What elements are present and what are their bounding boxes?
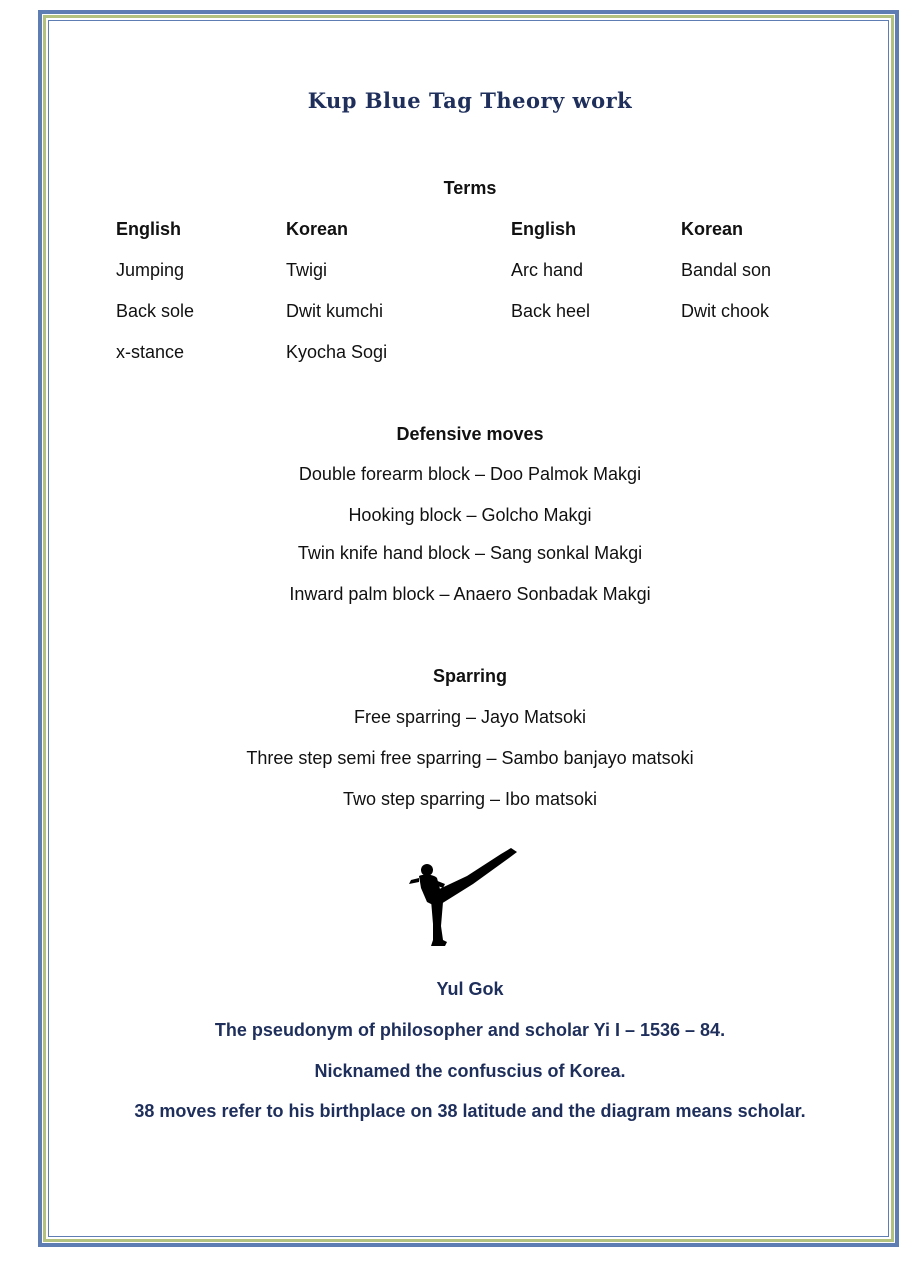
term-cell: Dwit chook: [681, 301, 770, 321]
terms-heading: Terms: [443, 178, 497, 198]
term-cell: x-stance: [116, 342, 185, 362]
sparring-item: Two step sparring – Ibo matsoki: [342, 789, 598, 809]
term-cell: Arc hand: [511, 260, 584, 280]
defensive-item: Twin knife hand block – Sang sonkal Makgi: [297, 543, 643, 563]
defensive-heading: Defensive moves: [396, 424, 544, 444]
term-cell: Back sole: [116, 301, 195, 321]
term-cell: Kyocha Sogi: [286, 342, 388, 362]
terms-header-english-2: English: [511, 219, 577, 239]
pattern-line: The pseudonym of philosopher and scholar Yi I – 1536 – 84.: [214, 1020, 726, 1040]
defensive-item: Double forearm block – Doo Palmok Makgi: [298, 464, 642, 484]
defensive-item: Inward palm block – Anaero Sonbadak Makgi: [289, 584, 651, 604]
martial-artist-kick-icon: [405, 840, 525, 950]
term-cell: Twigi: [286, 260, 328, 280]
pattern-line: Nicknamed the confuscius of Korea.: [314, 1061, 626, 1081]
terms-header-korean-1: Korean: [286, 219, 349, 239]
page-border-inner: [48, 20, 889, 1237]
term-cell: Back heel: [511, 301, 591, 321]
pattern-name: Yul Gok: [436, 979, 504, 999]
sparring-item: Free sparring – Jayo Matsoki: [353, 707, 587, 727]
sparring-item: Three step semi free sparring – Sambo banjayo matsoki: [246, 748, 694, 768]
terms-header-english-1: English: [116, 219, 182, 239]
term-cell: Jumping: [116, 260, 185, 280]
sparring-heading: Sparring: [432, 666, 507, 686]
term-cell: Dwit kumchi: [286, 301, 384, 321]
terms-header-korean-2: Korean: [681, 219, 744, 239]
page-title: Kup Blue Tag Theory work: [307, 88, 633, 113]
term-cell: Bandal son: [681, 260, 772, 280]
defensive-item: Hooking block – Golcho Makgi: [348, 505, 592, 525]
pattern-line: 38 moves refer to his birthplace on 38 latitude and the diagram means scholar.: [134, 1101, 806, 1121]
